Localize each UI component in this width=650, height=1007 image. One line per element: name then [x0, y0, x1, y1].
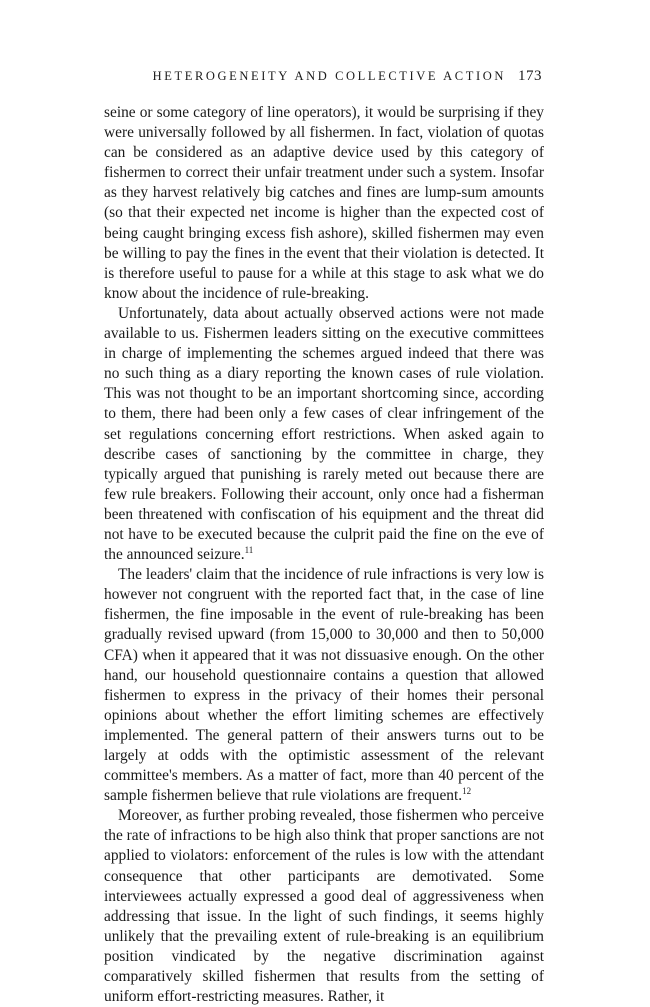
- paragraph-text: The leaders' claim that the incidence of rule infractions is very low is however not congruent with the reported fact that, in the case of line fishermen, the fine imposable in the event of rule-breaking has been gradually revised upward (from 15,000 to 30,000 and then to 50,000 CFA) when it appeared that it was not dissuasive enough. On the other hand, our household questionnaire contains a question that allowed fishermen to express in the privacy of their homes their personal opinions about whether the effort limiting schemes are effectively implemented. The general pattern of their answers turns out to be largely at odds with the optimistic assessment of the relevant committee's members. As a matter of fact, more than 40 percent of the sample fishermen believe that rule violations are frequent.: [104, 566, 544, 805]
- paragraph-text: Unfortunately, data about actually observed actions were not made available to us. Fishermen leaders sitting on the executive committees in charge of implementing the schemes argued indeed that there was no such thing as a diary reporting the known cases of rule violation. This was not thought to be an important shortcoming since, according to them, there had been only a few cases of clear infringement of the set regulations concerning effort restrictions. When asked again to describe cases of sanctioning by the committee in charge, they typically argued that punishing is rarely meted out because there are few rule breakers. Following their account, only once had a fisherman been threatened with confiscation of his equipment and the threat did not have to be executed because the culprit paid the fine on the eve of the announced seizure.: [104, 304, 544, 564]
- paragraph-1: [104, 103, 544, 304]
- footnote-ref-12[interactable]: 12: [462, 786, 472, 797]
- paragraph-4: [104, 806, 544, 1007]
- paragraph-2: [104, 304, 544, 565]
- paragraph-text: seine or some category of line operators), it would be surprising if they were universally followed by all fishermen. In fact, violation of quotas can be considered as an adaptive device used by this category of fishermen to correct their unfair treatment under such a system. Insofar as they harvest relatively big catches and fines are lump-sum amounts (so that their expected net income is higher than the expected cost of being caught bringing excess fish ashore), skilled fishermen may even be willing to pay the fines in the event that their violation is detected. It is therefore useful to pause for a while at this stage to ask what we do know about the incidence of rule-breaking.: [104, 104, 544, 302]
- body-text: [104, 103, 544, 1007]
- paragraph-text: Moreover, as further probing revealed, those fishermen who perceive the rate of infractions to be high also think that proper sanctions are not applied to violators: enforcement of the rules is low with the attendant consequence that other participants are demotivated. Some interviewees actually expressed a good deal of aggressiveness when addressing that issue. In the light of such findings, it seems highly unlikely that the prevailing extent of rule-breaking is an equilibrium position vindicated by the negative discrimination against comparatively skilled fishermen that results from the setting of uniform effort-restricting measures. Rather, it: [104, 807, 544, 1006]
- running-title: HETEROGENEITY AND COLLECTIVE ACTION: [152, 69, 506, 83]
- page-number: 173: [518, 68, 542, 84]
- running-head: [150, 68, 542, 85]
- paragraph-3: [104, 565, 544, 806]
- footnote-ref-11[interactable]: 11: [244, 545, 254, 556]
